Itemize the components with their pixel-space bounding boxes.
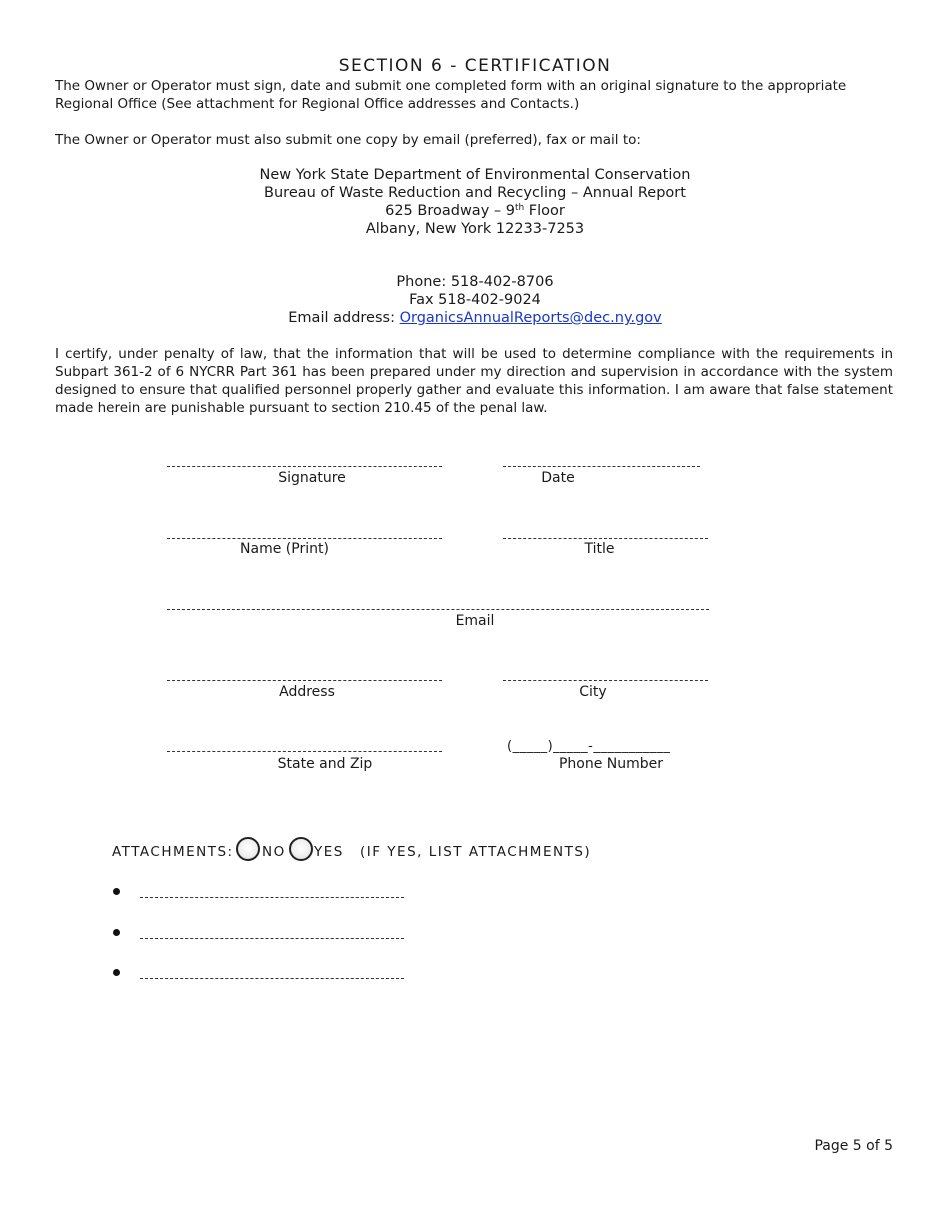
attachments-label: ATTACHMENTS:	[112, 844, 234, 860]
attachments-yes-label: YES	[314, 844, 344, 860]
title-label: Title	[584, 541, 615, 557]
attachments-yes-radio[interactable]	[289, 837, 313, 861]
attachment-input-line-3[interactable]	[140, 978, 404, 979]
email-input-line[interactable]	[167, 609, 709, 610]
email-link[interactable]: OrganicsAnnualReports@dec.ny.gov	[399, 310, 662, 326]
department-name: New York State Department of Environmental Conservation	[259, 167, 691, 183]
copy-instructions: The Owner or Operator must also submit one copy by email (preferred), fax or mail to:	[55, 132, 641, 148]
email-line	[0, 309, 950, 327]
attachments-no-label: NO	[262, 844, 286, 860]
contact-info	[0, 273, 950, 327]
bureau-name: Bureau of Waste Reduction and Recycling – Annual Report	[264, 185, 686, 201]
floor-superscript: th	[514, 203, 525, 213]
email-field-label: Email	[455, 613, 495, 629]
name-input-line[interactable]	[167, 538, 442, 539]
phone-number-label: Phone Number	[558, 756, 664, 772]
fax-number: Fax 518-402-9024	[409, 292, 541, 308]
email-label: Email address:	[288, 310, 400, 326]
signature-label: Signature	[278, 470, 346, 486]
phone-number-input[interactable]: (_____)_____-___________	[507, 739, 671, 754]
floor-suffix: Floor	[524, 203, 565, 219]
address-label: Address	[279, 684, 335, 700]
bullet-icon	[113, 969, 120, 976]
intro-paragraph: The Owner or Operator must sign, date and submit one completed form with an original signature to the appropriate Regional Office (See attachment for Regional Office addresses and Contacts.)	[55, 78, 847, 112]
title-input-line[interactable]	[503, 538, 708, 539]
city-label: City	[579, 684, 607, 700]
attachments-no-radio[interactable]	[236, 837, 260, 861]
mailing-address	[0, 166, 950, 238]
state-zip-input-line[interactable]	[167, 751, 442, 752]
signature-input-line[interactable]	[167, 466, 442, 467]
street-address	[0, 202, 950, 220]
date-input-line[interactable]	[503, 466, 700, 467]
phone-number: Phone: 518-402-8706	[396, 274, 554, 290]
page-number: Page 5 of 5	[814, 1138, 893, 1154]
street-number: 625 Broadway – 9	[385, 203, 515, 219]
city-state-zip: Albany, New York 12233-7253	[365, 221, 585, 237]
attachment-input-line-1[interactable]	[140, 897, 404, 898]
date-label: Date	[541, 470, 575, 486]
bullet-icon	[113, 929, 120, 936]
section-title: SECTION 6 - CERTIFICATION	[338, 56, 612, 76]
address-input-line[interactable]	[167, 680, 442, 681]
name-label: Name (Print)	[240, 541, 329, 557]
state-zip-label: State and Zip	[277, 756, 373, 772]
city-input-line[interactable]	[503, 680, 708, 681]
attachment-input-line-2[interactable]	[140, 938, 404, 939]
bullet-icon	[113, 888, 120, 895]
certification-statement: I certify, under penalty of law, that the information that will be used to determine compliance with the requirements in Subpart 361-2 of 6 NYCRR Part 361 has been prepared under my direction and supervision in accordance with the system designed to ensure that qualified personnel properly gather and evaluate this information. I am aware that false statement made herein are punishable pursuant to section 210.45 of the penal law.	[55, 346, 893, 416]
attachments-note: (IF YES, LIST ATTACHMENTS)	[360, 844, 592, 860]
